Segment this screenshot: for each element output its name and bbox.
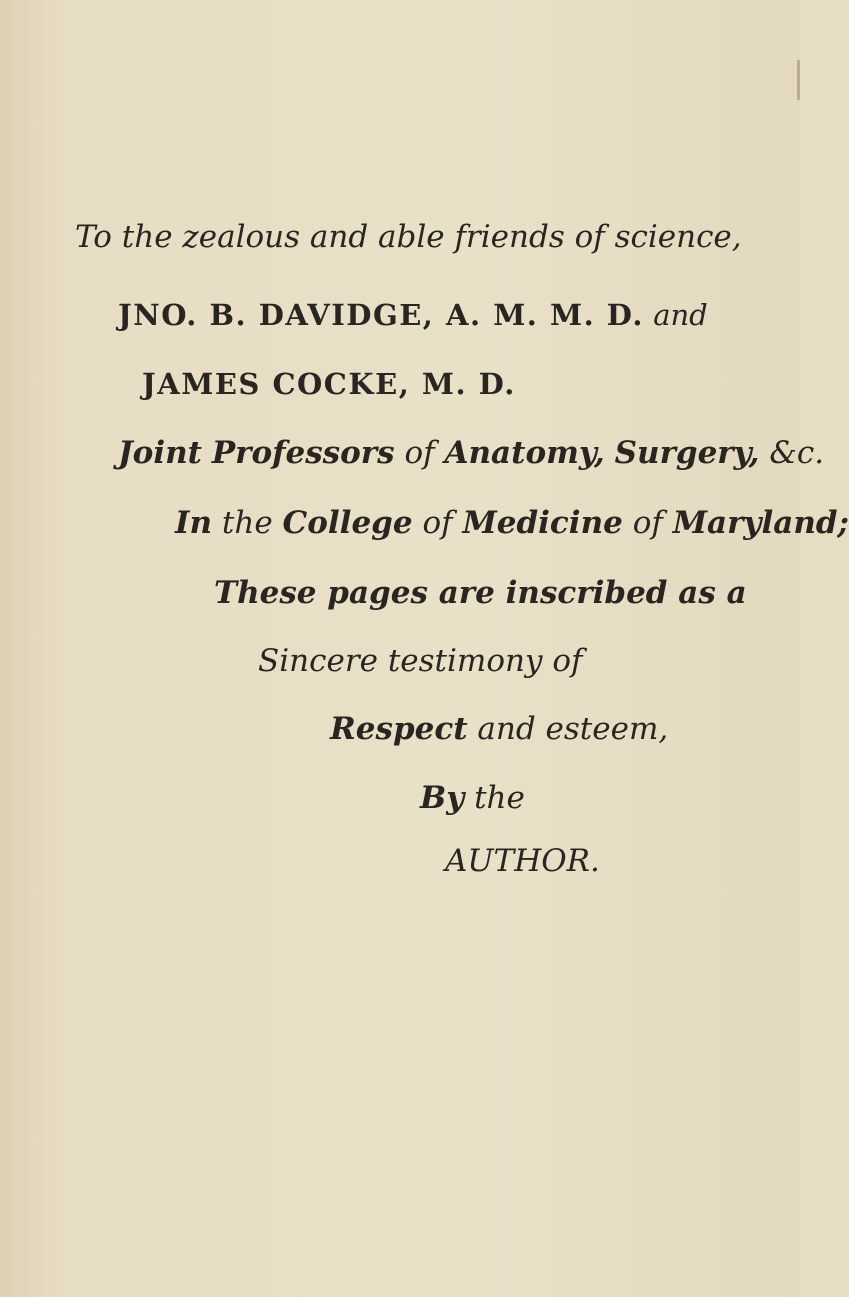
- davidge-name: JNO. B. DAVIDGE, A. M. M. D.: [118, 298, 644, 332]
- word-professors: Professors: [211, 435, 395, 471]
- word-joint: Joint: [118, 435, 202, 471]
- dedication-line-6: These pages are inscribed as a: [214, 575, 747, 611]
- dedication-line-8: [330, 711, 669, 747]
- dedication-line-7: Sincere testimony of: [258, 643, 583, 679]
- word-by: By: [420, 780, 465, 816]
- word-college: College: [282, 505, 413, 541]
- word-respect: Respect: [330, 711, 468, 747]
- word-surgery: Surgery,: [614, 435, 760, 471]
- page-edge-mark: [797, 60, 800, 100]
- word-maryland: Maryland;: [672, 505, 849, 541]
- cocke-name: JAMES COCKE, M. D.: [142, 367, 516, 401]
- word-anatomy: Anatomy,: [444, 435, 605, 471]
- word-of: of: [404, 435, 435, 471]
- word-in: In: [175, 505, 213, 541]
- word-the: the: [221, 505, 273, 541]
- dedication-line-9: [420, 780, 525, 816]
- word-etc: &c.: [769, 435, 825, 471]
- word-the: the: [474, 780, 525, 816]
- author-signature: AUTHOR.: [445, 843, 600, 879]
- word-of: of: [422, 505, 453, 541]
- dedication-line-2: [118, 298, 708, 332]
- dedication-line-4: [118, 435, 825, 471]
- word-of: of: [632, 505, 663, 541]
- word-medicine: Medicine: [462, 505, 623, 541]
- words-and-esteem: and esteem,: [477, 711, 669, 747]
- conjunction-and: and: [653, 298, 708, 332]
- dedication-line-5: [175, 505, 849, 541]
- dedication-line-1: To the zealous and able friends of science,: [75, 219, 742, 255]
